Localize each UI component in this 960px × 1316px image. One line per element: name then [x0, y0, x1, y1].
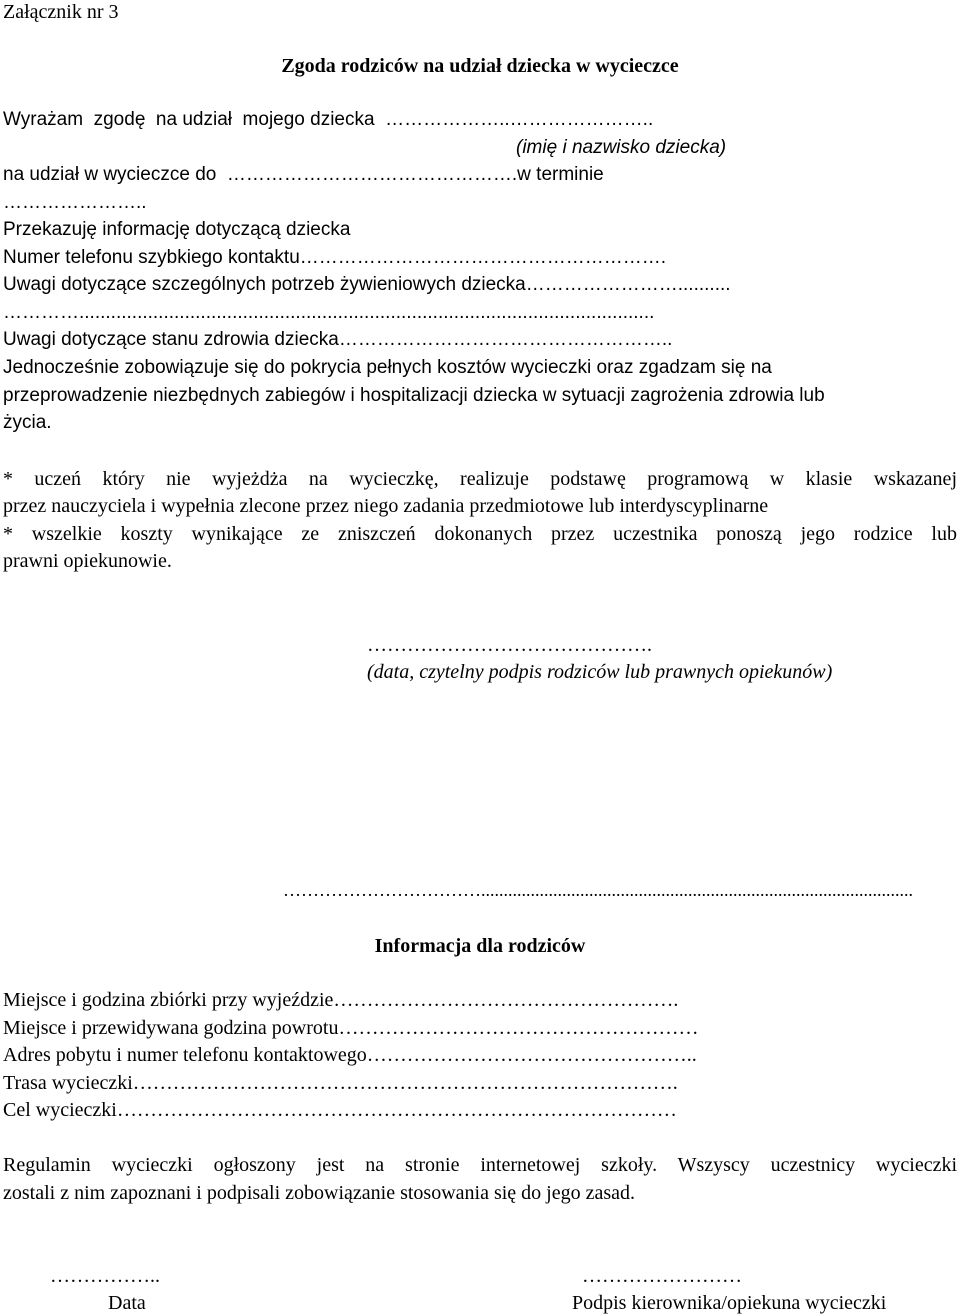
- emergency-phone-line: Numer telefonu szybkiego kontaktu………………………………………………….: [3, 247, 667, 268]
- section-separator: ……………………………................................................................................................: [283, 880, 913, 900]
- parent-signature-dots: …………………………………….: [367, 634, 652, 656]
- cost-commitment-line-1: Jednocześnie zobowiązuje się do pokrycia pełnych kosztów wycieczki oraz zgadzam się na: [3, 357, 772, 378]
- cost-commitment-line-2: przeprowadzenie niezbędnych zabiegów i hospitalizacji dziecka w sytuacji zagrożenia zdrowia lub: [3, 385, 825, 406]
- parent-signature-caption: (data, czytelny podpis rodziców lub prawnych opiekunów): [367, 661, 833, 683]
- consent-line-1: Wyrażam zgodę na udział mojego dziecka ………………..…………………..: [3, 109, 654, 130]
- consent-line-3: …………………..: [3, 192, 147, 213]
- date-label: Data: [108, 1292, 146, 1314]
- note-2-line-2: prawni opiekunowie.: [3, 550, 172, 572]
- consent-line-2: na udział w wycieczce do ……………………………………….w terminie: [3, 164, 604, 185]
- child-name-caption: (imię i nazwisko dziecka): [516, 137, 727, 158]
- note-1-line-1: * uczeń który nie wyjeżdża na wycieczkę, realizuje podstawę programową w klasie wskazanej: [3, 468, 957, 490]
- leader-signature-label: Podpis kierownika/opiekuna wycieczki: [572, 1292, 887, 1314]
- leader-signature-dots: ……………………: [582, 1265, 742, 1287]
- note-1-line-2: przez nauczyciela i wypełnia zlecone przez niego zadania przedmiotowe lub interdyscyplinarne: [3, 495, 769, 517]
- consent-line-4: Przekazuję informację dotyczącą dziecka: [3, 219, 351, 240]
- dietary-notes-line: Uwagi dotyczące szczególnych potrzeb żywieniowych dziecka……………………..........: [3, 274, 731, 295]
- document-title: Zgoda rodziców na udział dziecka w wycieczce: [281, 55, 679, 77]
- regulations-line-2: zostali z nim zapoznani i podpisali zobowiązanie stosowania się do jego zasad.: [3, 1182, 636, 1204]
- return-place-line: Miejsce i przewidywana godzina powrotu………………………………………………: [3, 1017, 699, 1039]
- info-heading: Informacja dla rodziców: [374, 935, 586, 957]
- stay-address-line: Adres pobytu i numer telefonu kontaktowego…………………………………………..: [3, 1044, 697, 1066]
- cost-commitment-line-3: życia.: [3, 412, 52, 433]
- trip-goal-line: Cel wycieczki…………………………………………………………………………: [3, 1099, 677, 1121]
- health-notes-line: Uwagi dotyczące stanu zdrowia dziecka……………………………………………..: [3, 329, 673, 350]
- regulations-line-1: Regulamin wycieczki ogłoszony jest na stronie internetowej szkoły. Wszyscy uczestnicy wycieczki: [3, 1154, 957, 1176]
- annex-label: Załącznik nr 3: [3, 1, 119, 23]
- assembly-place-line: Miejsce i godzina zbiórki przy wyjeździe…………………………………………….: [3, 989, 679, 1011]
- note-2-line-1: * wszelkie koszty wynikające ze zniszczeń dokonanych przez uczestnika ponoszą jego rodzice lub: [3, 523, 957, 545]
- trip-route-line: Trasa wycieczki……………………………………………………………………….: [3, 1072, 678, 1094]
- date-dots: ……………..: [50, 1265, 160, 1287]
- dietary-notes-continuation: ………….............................................................................................................: [3, 302, 655, 323]
